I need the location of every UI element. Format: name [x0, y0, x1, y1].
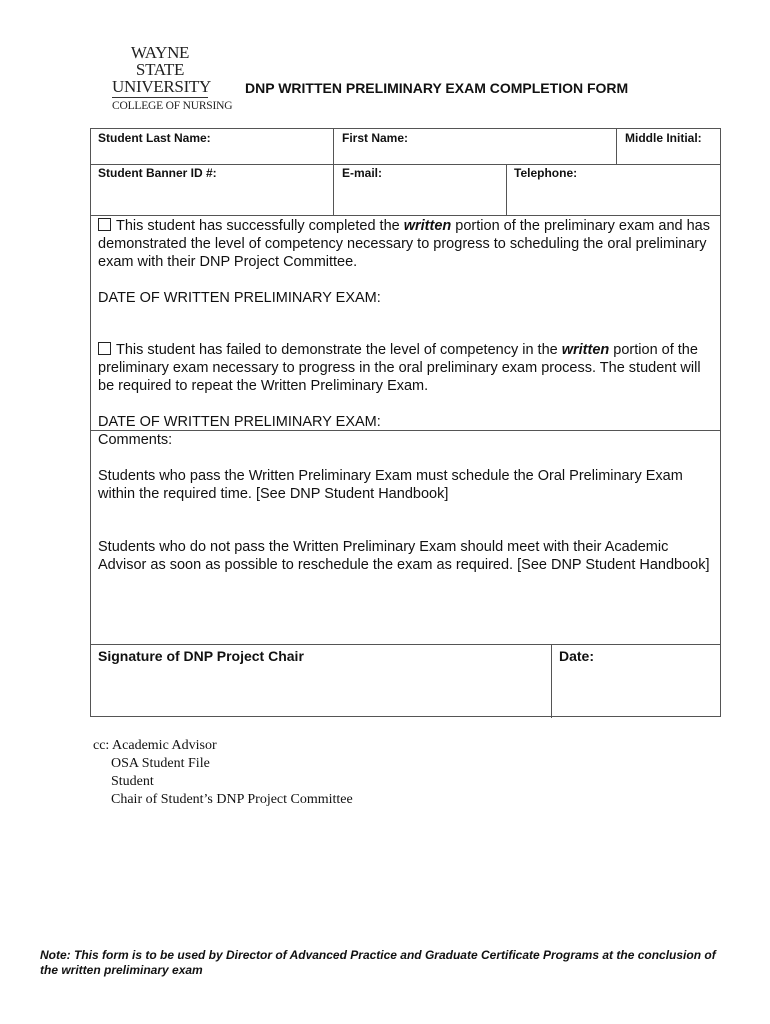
cc-item: Student [111, 774, 154, 789]
fail-text-2: portion of the preliminary exam necessary to progress in the oral preliminary exam process. The student will be required to repeat the Written Preliminary Exam. [98, 342, 701, 394]
pass-text-1: This student has successfully completed the [116, 218, 404, 234]
pass-checkbox[interactable] [98, 218, 111, 231]
fail-text-1: This student has failed to demonstrate the level of competency in the [116, 342, 562, 358]
pass-emphasis: written [403, 218, 452, 234]
signature-date-field[interactable]: Date: [559, 648, 595, 664]
chair-signature-field[interactable]: Signature of DNP Project Chair [98, 648, 304, 664]
comments-label: Comments: [98, 432, 173, 448]
cc-list [93, 737, 353, 809]
divider [91, 164, 720, 165]
divider [333, 129, 334, 215]
logo-rule [112, 97, 208, 98]
logo-line-1: WAYNE STATE [130, 43, 190, 79]
pass-statement [98, 217, 714, 271]
banner-id-field[interactable]: Student Banner ID #: [98, 166, 217, 180]
divider [616, 129, 617, 164]
email-field[interactable]: E-mail: [342, 166, 383, 180]
fail-checkbox[interactable] [98, 342, 111, 355]
cc-item: OSA Student File [111, 756, 210, 771]
form-title: DNP WRITTEN PRELIMINARY EXAM COMPLETION FORM [245, 80, 629, 96]
last-name-field[interactable]: Student Last Name: [98, 131, 211, 145]
divider [91, 215, 720, 216]
telephone-field[interactable]: Telephone: [514, 166, 578, 180]
fail-date-label[interactable]: DATE OF WRITTEN PRELIMINARY EXAM: [98, 414, 381, 430]
divider [506, 164, 507, 215]
comments-pass-note: Students who pass the Written Preliminary Exam must schedule the Oral Preliminary Exam within the required time. [See DNP Student Handbook] [98, 468, 683, 502]
divider [91, 644, 720, 645]
logo-line-2: UNIVERSITY [112, 77, 211, 96]
completion-form [90, 128, 721, 717]
first-name-field[interactable]: First Name: [342, 131, 409, 145]
wayne-state-logo [112, 43, 233, 113]
fail-emphasis: written [561, 342, 610, 358]
fail-statement [98, 341, 714, 395]
cc-first: cc: Academic Advisor [93, 738, 217, 753]
pass-text-2: portion of the preliminary exam and has demonstrated the level of competency necessary to progress to scheduling the oral preliminary exam with their DNP Project Committee. [98, 218, 710, 270]
comments-fail-note: Students who do not pass the Written Preliminary Exam should meet with their Academic Advisor as soon as possible to reschedule the exam as required. [See DNP Student Handbook] [98, 539, 710, 573]
middle-initial-field[interactable]: Middle Initial: [625, 131, 702, 145]
logo-line-3: COLLEGE OF NURSING [112, 100, 233, 112]
cc-item: Chair of Student’s DNP Project Committee [111, 792, 353, 807]
footer-note: Note: This form is to be used by Director of Advanced Practice and Graduate Certificate Programs at the conclusion of the written preliminary exam [40, 948, 716, 977]
divider [551, 644, 552, 718]
pass-date-label[interactable]: DATE OF WRITTEN PRELIMINARY EXAM: [98, 290, 381, 306]
